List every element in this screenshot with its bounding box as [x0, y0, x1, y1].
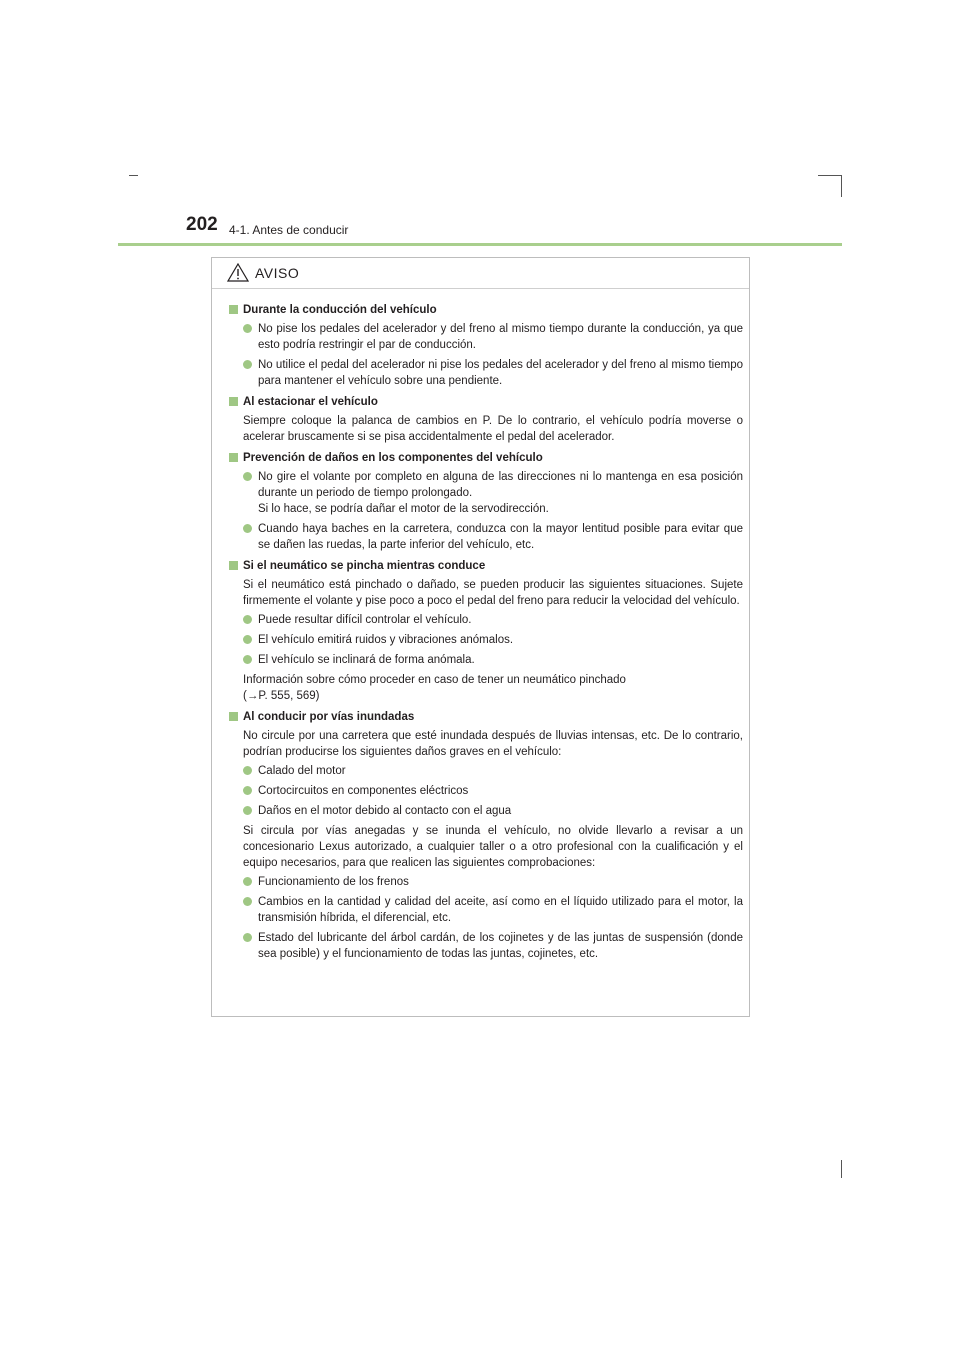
bullet-dot-icon	[243, 635, 252, 644]
page-number: 202	[186, 214, 218, 235]
warning-title: AVISO	[255, 265, 300, 281]
topic-heading: Prevención de daños en los componentes del vehículo	[229, 450, 743, 466]
bullet-dot-icon	[243, 324, 252, 333]
section-title: 4-1. Antes de conducir	[229, 223, 349, 237]
list-item: Funcionamiento de los frenos	[229, 874, 743, 890]
square-bullet-icon	[229, 712, 238, 721]
bullet-dot-icon	[243, 472, 252, 481]
paragraph: Información sobre cómo proceder en caso de tener un neumático pinchado (→P. 555, 569)	[243, 674, 626, 702]
topic-heading: Al conducir por vías inundadas	[229, 709, 743, 725]
topic-component-damage	[229, 450, 743, 553]
bullet-dot-icon	[243, 655, 252, 664]
bullet-dot-icon	[243, 877, 252, 886]
square-bullet-icon	[229, 397, 238, 406]
warning-triangle-icon	[227, 263, 249, 287]
bullet-dot-icon	[243, 933, 252, 942]
warning-header	[212, 258, 749, 289]
list-item: No utilice el pedal del acelerador ni pise los pedales del acelerador y del freno al mismo tiempo para mantener el vehículo sobre una pendiente.	[229, 357, 743, 389]
list-item: Cambios en la cantidad y calidad del aceite, así como en el líquido utilizado para el motor, la transmisión híbrida, el diferencial, etc.	[229, 894, 743, 926]
square-bullet-icon	[229, 305, 238, 314]
topic-heading: Durante la conducción del vehículo	[229, 302, 743, 318]
paragraph: Siempre coloque la palanca de cambios en P. De lo contrario, el vehículo podría moverse o acelerar bruscamente si se pisa accidentalmente el pedal del acelerador.	[243, 415, 743, 443]
bullet-dot-icon	[243, 524, 252, 533]
list-item: Cuando haya baches en la carretera, conduzca con la mayor lentitud posible para evitar que se dañen las ruedas, la parte inferior del vehículo, etc.	[229, 521, 743, 553]
list-item: Estado del lubricante del árbol cardán, de los cojinetes y de las juntas de suspensión (donde sea posible) y el funcionamiento de todas las juntas, cojinetes, etc.	[229, 930, 743, 962]
list-item: Puede resultar difícil controlar el vehículo.	[229, 612, 743, 628]
crop-mark	[841, 1160, 842, 1178]
topic-flooded-roads	[229, 709, 743, 962]
list-item: Calado del motor	[229, 763, 743, 779]
crop-mark	[818, 175, 842, 176]
square-bullet-icon	[229, 561, 238, 570]
topic-flat-tire	[229, 558, 743, 704]
list-item: No pise los pedales del acelerador y del freno al mismo tiempo durante la conducción, ya que esto podría restringir el par de conducción.	[229, 321, 743, 353]
topic-driving	[229, 302, 743, 389]
bullet-dot-icon	[243, 766, 252, 775]
list-item: Daños en el motor debido al contacto con el agua	[229, 803, 743, 819]
topic-heading: Al estacionar el vehículo	[229, 394, 743, 410]
crop-mark	[129, 175, 138, 176]
list-item: El vehículo se inclinará de forma anómala.	[229, 652, 743, 668]
square-bullet-icon	[229, 453, 238, 462]
paragraph: No circule por una carretera que esté inundada después de lluvias intensas, etc. De lo contrario, podrían producirse los siguientes daños graves en el vehículo:	[243, 730, 743, 758]
bullet-dot-icon	[243, 786, 252, 795]
topic-heading: Si el neumático se pincha mientras conduce	[229, 558, 743, 574]
list-item: El vehículo emitirá ruidos y vibraciones anómalos.	[229, 632, 743, 648]
bullet-dot-icon	[243, 897, 252, 906]
bullet-dot-icon	[243, 360, 252, 369]
warning-body	[212, 289, 749, 962]
bullet-dot-icon	[243, 806, 252, 815]
crop-mark	[841, 175, 842, 197]
header-rule	[118, 243, 842, 246]
bullet-dot-icon	[243, 615, 252, 624]
list-item: No gire el volante por completo en alguna de las direcciones ni lo mantenga en esa posición durante un periodo de tiempo prolongado. Si lo hace, se podría dañar el motor de la servodirección.	[229, 469, 743, 517]
paragraph: Si circula por vías anegadas y se inunda el vehículo, no olvide llevarlo a revisar a un concesionario Lexus autorizado, a cualquier taller o a otro profesional con la cualificación y el equipo necesarios, para que realicen las siguientes comprobaciones:	[243, 825, 743, 869]
topic-parking	[229, 394, 743, 445]
page-reference-link[interactable]: (→P. 555, 569)	[243, 690, 320, 702]
list-item: Cortocircuitos en componentes eléctricos	[229, 783, 743, 799]
warning-box	[211, 257, 750, 1017]
paragraph: Si el neumático está pinchado o dañado, se pueden producir las siguientes situaciones. Sujete firmemente el volante y pise poco a poco el pedal del freno para reducir la velocidad del vehículo.	[243, 579, 743, 607]
